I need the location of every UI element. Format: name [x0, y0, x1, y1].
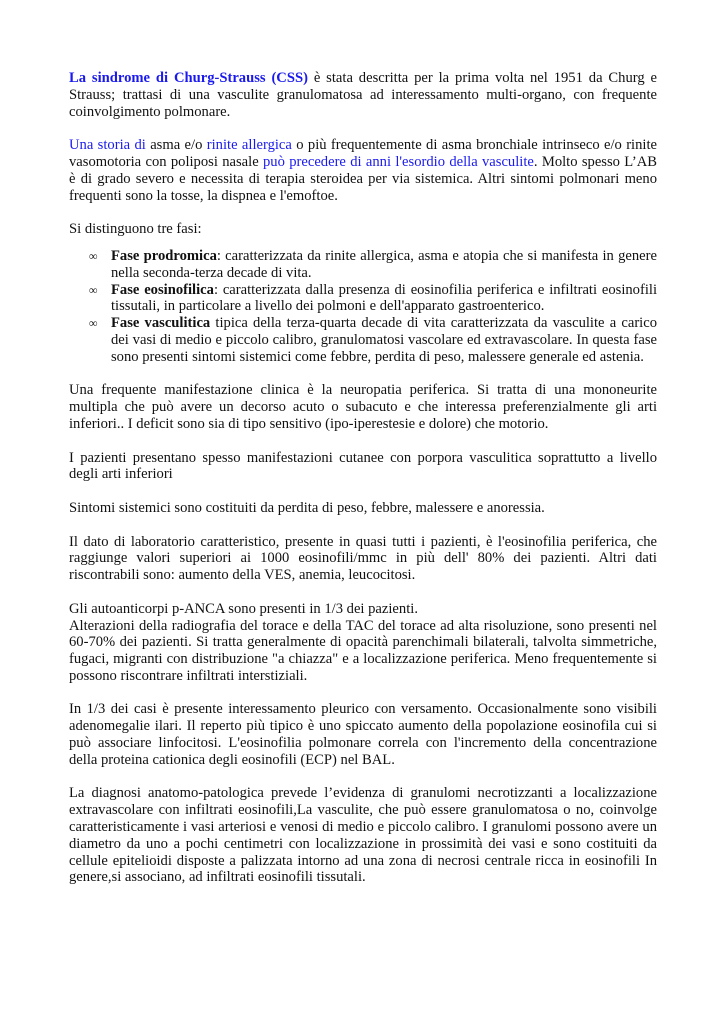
history-paragraph	[69, 137, 657, 204]
phase-text: tipica della terza-quarta decade di vita caratterizzata da vasculite a carico dei vasi di medio e piccolo calibro, granulomatosi vascolare ed extravascolare. In questa fase sono presenti sintomi sistemici come febbre, perdita di peso, malessere generale ed astenia.	[111, 315, 658, 365]
skin-paragraph: I pazienti presentano spesso manifestazioni cutanee con porpora vasculitica soprattutto a livello degli arti inferiori	[69, 449, 657, 483]
rhinitis-link[interactable]: rinite allergica	[206, 137, 292, 154]
list-item	[69, 315, 657, 365]
phase-title: Fase eosinofilica	[111, 281, 214, 298]
history-text-2: o più frequentemente di asma bronchiale intrinseco e/o rinite vasomotoria con poliposi nasale	[69, 137, 657, 170]
onset-link[interactable]: può precedere di anni l'esordio della vasculite	[263, 153, 534, 170]
history-text-3: . Molto spesso L’AB è di grado severo e necessita di terapia steroidea per via sistemica. Altri sintomi polmonari meno frequenti sono la tosse, la dispnea e l'emoftoe.	[69, 153, 657, 204]
phase-title: Fase prodromica	[111, 247, 217, 264]
intro-paragraph	[69, 70, 657, 120]
infinity-bullet-icon: ∞	[89, 316, 98, 331]
systemic-paragraph: Sintomi sistemici sono costituiti da perdita di peso, febbre, malessere e anoressia.	[69, 499, 545, 516]
pathology-paragraph: La diagnosi anatomo-patologica prevede l’evidenza di granulomi necrotizzanti a localizzazione extravascolare con infiltrati eosinofili,La vasculite, che può essere granulomatosa o no, coinvolge caratteristicamente i vasi arteriosi e venosi di medio e piccolo calibro. I granulomi possono avere un diametro da uno a pochi centimetri con localizzazione in prossimità dei vasi e sono costituiti da cellule epitelioidi disposte a palizzata intorno ad una zona di necrosi centrale ricca in eosinofili In genere,si associano, ad infiltrati eosinofili tissutali.	[69, 785, 657, 886]
neuropathy-paragraph: Una frequente manifestazione clinica è la neuropatia periferica. Si tratta di una mononeurite multipla che può avere un decorso acuto o subacuto e che interessa preferenzialmente gli arti inferiori.. I deficit sono sia di tipo sensitivo (ipo-iperestesie e dolore) che motorio.	[69, 382, 657, 432]
lab-paragraph: Il dato di laboratorio caratteristico, presente in quasi tutti i pazienti, è l'eosinofilia periferica, che raggiunge valori superiori ai 1000 eosinofili/mmc in più dell' 80% dei pazienti. Altri dati riscontrabili sono: aumento della VES, anemia, leucocitosi.	[69, 533, 657, 584]
infinity-bullet-icon: ∞	[89, 248, 98, 263]
imaging-paragraph: Alterazioni della radiografia del torace e della TAC del torace ad alta risoluzione, sono presenti nel 60-70% dei pazienti. Si tratta generalmente di opacità parenchimali bilaterali, talvolta simmetriche, fugaci, migranti con distribuzione "a chiazza" e a localizzazione periferica. Meno frequentemente si possono riscontrare infiltrati interstiziali.	[69, 617, 657, 684]
list-item	[69, 248, 657, 282]
phase-text: : caratterizzata dalla presenza di eosinofilia periferica e infiltrati eosinofili tissutali, in particolare a livello dei polmoni e dell'apparato gastroenterico.	[111, 281, 657, 315]
phases-list	[69, 248, 657, 366]
phase-text: : caratterizzata da rinite allergica, asma e atopia che si manifesta in genere nella seconda-terza decade di vita.	[111, 247, 657, 281]
document-page	[69, 70, 657, 903]
history-link[interactable]: Una storia di	[69, 137, 146, 154]
anca-paragraph: Gli autoanticorpi p-ANCA sono presenti in 1/3 dei pazienti.	[69, 600, 418, 617]
intro-text: è stata descritta per la prima volta nel 1951 da Churg e Strauss; trattasi di una vasculite granulomatosa ad interessamento multi-organo, con frequente coinvolgimento polmonare.	[69, 70, 658, 120]
list-item	[69, 282, 657, 316]
infinity-bullet-icon: ∞	[89, 282, 98, 297]
phase-title: Fase vasculitica	[111, 315, 211, 332]
css-link[interactable]: La sindrome di Churg-Strauss (CSS)	[69, 70, 308, 86]
phases-intro: Si distinguono tre fasi:	[69, 221, 202, 238]
pleural-paragraph: In 1/3 dei casi è presente interessamento pleurico con versamento. Occasionalmente sono visibili adenomegalie ilari. Il reperto più tipico è uno spiccato aumento della popolazione eosinofila cui si può associare linfocitosi. L'eosinofilia polmonare correla con l'incremento della concentrazione della proteina cationica degli eosinofili (ECP) nel BAL.	[69, 701, 657, 768]
history-text-1: asma e/o	[145, 137, 207, 154]
